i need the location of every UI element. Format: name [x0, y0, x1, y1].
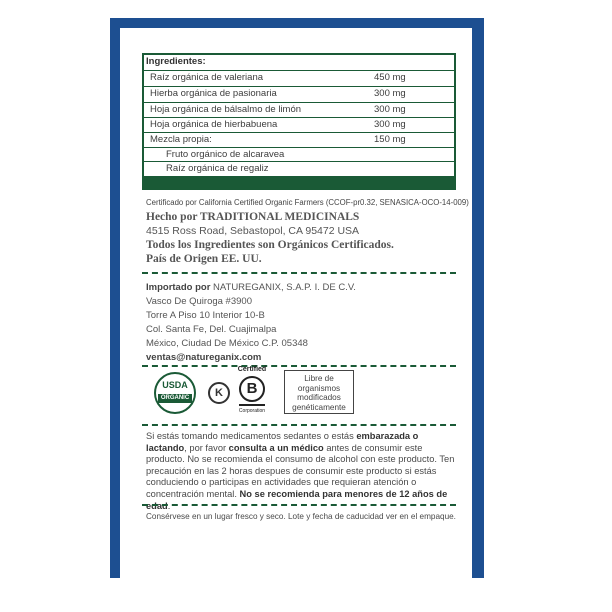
ingredient-name: Raíz orgánica de valeriana: [150, 72, 264, 83]
ingredients-bottom-bar: [144, 176, 454, 188]
divider: [142, 272, 456, 274]
warning-part: , por favor: [184, 442, 229, 453]
gmo-line: modificados: [297, 393, 341, 402]
ingredient-name: Mezcla propia:: [150, 134, 212, 145]
ingredient-amount: 450 mg: [374, 72, 406, 83]
ingredient-row: [144, 70, 454, 83]
gmo-line: genéticamente: [292, 402, 346, 412]
warning-part: antes de consumir este producto. No se recomienda el consumo de alcohol con este producto. Ten precaución en las 2 horas despues de consumir este producto si estás conduciendo o participas en actividades que requieran atención o concentración mental.: [146, 442, 455, 499]
importer-label: Importado por: [146, 282, 211, 293]
divider: [142, 504, 456, 506]
ingredient-row: [144, 117, 454, 130]
ingredient-amount: 300 mg: [374, 104, 406, 115]
certification-logos: [146, 366, 456, 422]
organic-statement: Todos los Ingredientes son Orgánicos Certificados.: [146, 239, 394, 251]
ingredient-name: Hoja orgánica de bálsalmo de limón: [150, 104, 302, 115]
kosher-logo: K: [208, 382, 230, 404]
warning-emphasis: consulta a un médico: [228, 442, 324, 453]
usda-organic-text: ORGANIC: [160, 395, 190, 401]
ingredient-name: Raíz orgánica de regaliz: [166, 163, 269, 174]
gmo-line: Libre de: [304, 374, 334, 383]
warning-emphasis: No se recomienda para menores de 12 años de edad: [146, 488, 448, 511]
gmo-line: organismos: [297, 383, 341, 393]
importer-line: [146, 282, 356, 293]
ingredient-row: [144, 86, 454, 99]
bcorp-bar: [239, 404, 265, 406]
country-of-origin: País de Origen EE. UU.: [146, 253, 262, 265]
importer-address-line: Torre A Piso 10 Interior 10-B: [146, 310, 265, 321]
ingredient-amount: 150 mg: [374, 134, 406, 145]
bcorp-letter: B: [239, 376, 265, 402]
divider: [142, 424, 456, 426]
ingredient-amount: 300 mg: [374, 119, 406, 130]
importer-address-line: Vasco De Quiroga #3900: [146, 296, 252, 307]
non-gmo-badge: [284, 370, 354, 414]
ingredient-row: [144, 102, 454, 115]
warning-part: .: [167, 500, 171, 511]
manufacturer-name: Hecho por TRADITIONAL MEDICINALS: [146, 211, 360, 223]
manufacturer-address: 4515 Ross Road, Sebastopol, CA 95472 USA: [146, 225, 360, 237]
storage-instructions: Consérvese en un lugar fresco y seco. Lote y fecha de caducidad ver en el empaque.: [146, 512, 456, 521]
ingredient-name: Hierba orgánica de pasionaria: [150, 88, 277, 99]
warning-part: Si estás tomando medicamentos sedantes o estás: [146, 431, 357, 441]
ingredient-name: Hoja orgánica de hierbabuena: [150, 119, 278, 130]
ingredient-row: [144, 147, 454, 160]
bcorp-corporation-text: Corporation: [238, 408, 266, 414]
importer-address-line: México, Ciudad De México C.P. 05348: [146, 338, 308, 349]
warning-text: [146, 431, 456, 512]
importer-address-line: Col. Santa Fe, Del. Cuajimalpa: [146, 324, 277, 335]
bcorp-certified-text: Certified: [237, 366, 267, 373]
importer-email: ventas@natureganix.com: [146, 352, 262, 363]
ingredients-heading: Ingredientes:: [146, 56, 206, 67]
importer-name: NATUREGANIX, S.A.P. I. DE C.V.: [213, 282, 356, 293]
ingredient-amount: 300 mg: [374, 88, 406, 99]
certification-text: Certificado por California Certified Organic Farmers (CCOF-pr0.32, SENASICA-OCO-14-009): [146, 198, 469, 207]
warning-emphasis: embarazada o lactando: [146, 431, 419, 453]
bcorp-logo: [234, 366, 270, 422]
usda-organic-logo: [154, 372, 196, 414]
ingredient-row: [144, 132, 454, 145]
ingredient-row: [144, 161, 454, 174]
ingredient-name: Fruto orgánico de alcaravea: [166, 149, 285, 160]
usda-text: USDA: [162, 380, 188, 390]
